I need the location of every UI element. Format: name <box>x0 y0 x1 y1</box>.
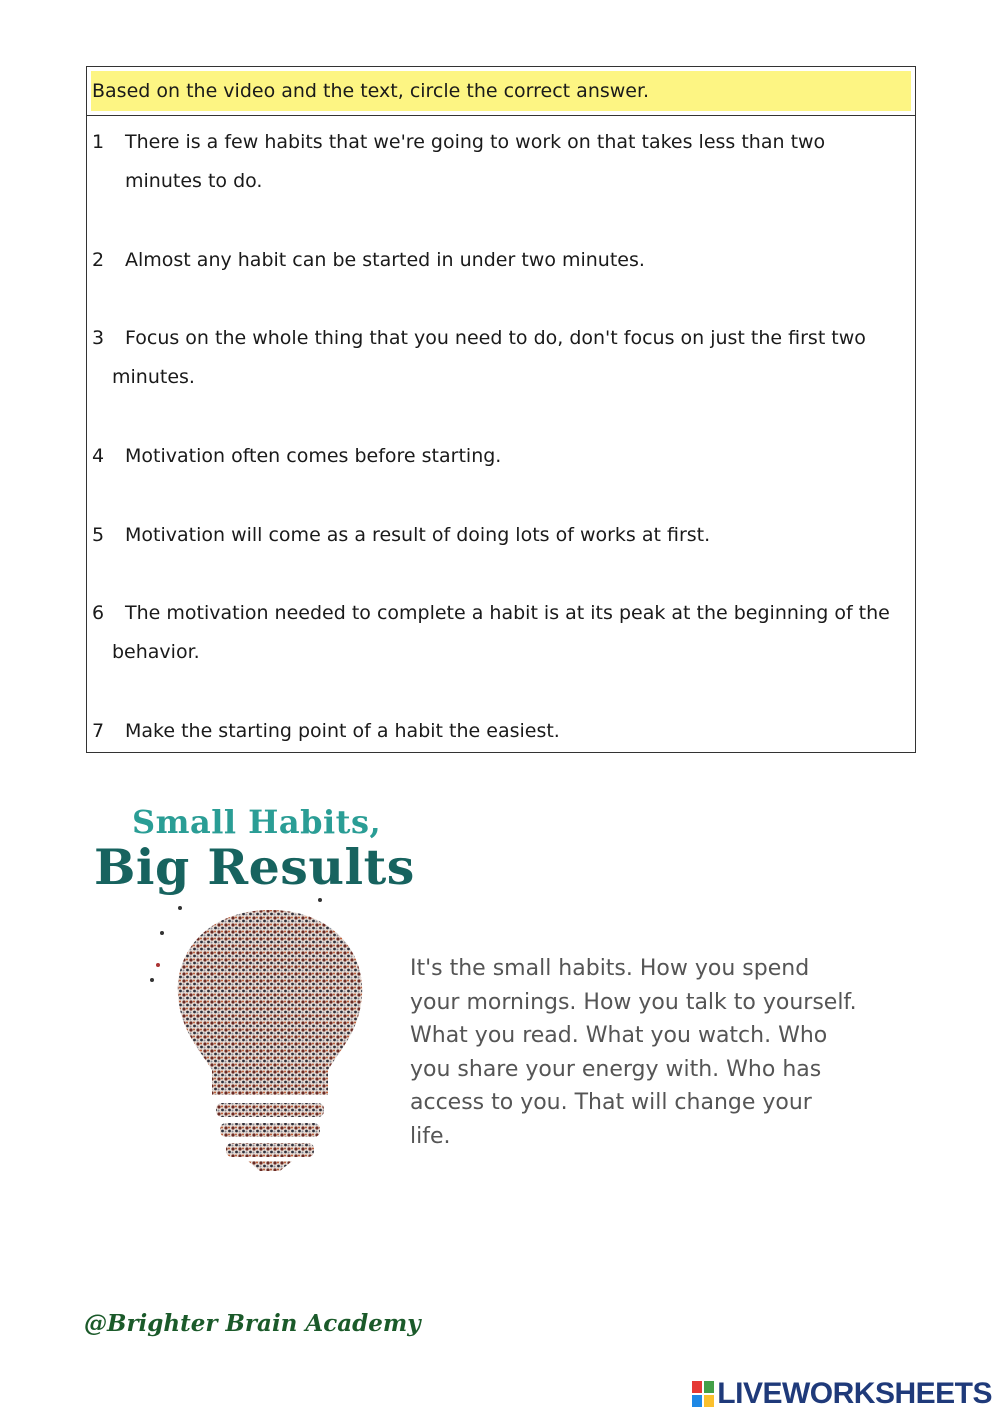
question-number: 3 <box>92 327 105 349</box>
quote-line: your mornings. How you talk to yourself. <box>410 989 857 1015</box>
divider <box>87 115 915 116</box>
question-text: Focus on the whole thing that you need to do, don't focus on just the first two <box>125 327 866 349</box>
question-6 <box>92 594 911 672</box>
question-3 <box>92 319 911 397</box>
question-number: 1 <box>92 131 105 153</box>
question-text-cont: minutes to do. <box>125 170 263 192</box>
question-text: Make the starting point of a habit the easiest. <box>125 720 560 742</box>
instruction-text: Based on the video and the text, circle the correct answer. <box>91 71 911 111</box>
question-text: There is a few habits that we're going to work on that takes less than two <box>125 131 826 153</box>
lightbulb-crowd-illustration <box>140 895 400 1175</box>
question-text-cont: behavior. <box>112 641 200 663</box>
question-text: Almost any habit can be started in under two minutes. <box>125 249 645 271</box>
quote-line: What you read. What you watch. Who <box>410 1023 828 1048</box>
quote-line: access to you. That will change your <box>410 1090 812 1115</box>
question-number: 2 <box>92 249 105 271</box>
question-1 <box>92 123 911 201</box>
question-number: 7 <box>92 720 105 742</box>
question-text-cont: minutes. <box>112 366 195 388</box>
question-text: Motivation often comes before starting. <box>125 445 502 467</box>
question-number: 5 <box>92 524 105 546</box>
poster-title-big: Big Results <box>94 838 415 896</box>
question-7 <box>92 712 911 751</box>
liveworksheets-logo[interactable] <box>692 1377 992 1411</box>
liveworksheets-icon <box>692 1381 714 1407</box>
question-number: 4 <box>92 445 105 467</box>
habit-quote <box>410 952 920 1153</box>
question-text: The motivation needed to complete a habit is at its peak at the beginning of the <box>125 602 890 624</box>
question-2 <box>92 241 911 280</box>
liveworksheets-text: LIVEWORKSHEETS <box>717 1377 992 1410</box>
academy-signature: @Brighter Brain Academy <box>84 1310 421 1337</box>
question-5 <box>92 516 911 555</box>
poster-title-small: Small Habits, <box>132 803 382 841</box>
question-text: Motivation will come as a result of doing lots of works at first. <box>125 524 711 546</box>
quote-line: It's the small habits. How you spend <box>410 956 810 981</box>
question-4 <box>92 437 911 476</box>
question-number: 6 <box>92 602 105 624</box>
question-table <box>86 66 916 753</box>
quote-line: life. <box>410 1123 451 1149</box>
quote-line: you share your energy with. Who has <box>410 1056 822 1082</box>
